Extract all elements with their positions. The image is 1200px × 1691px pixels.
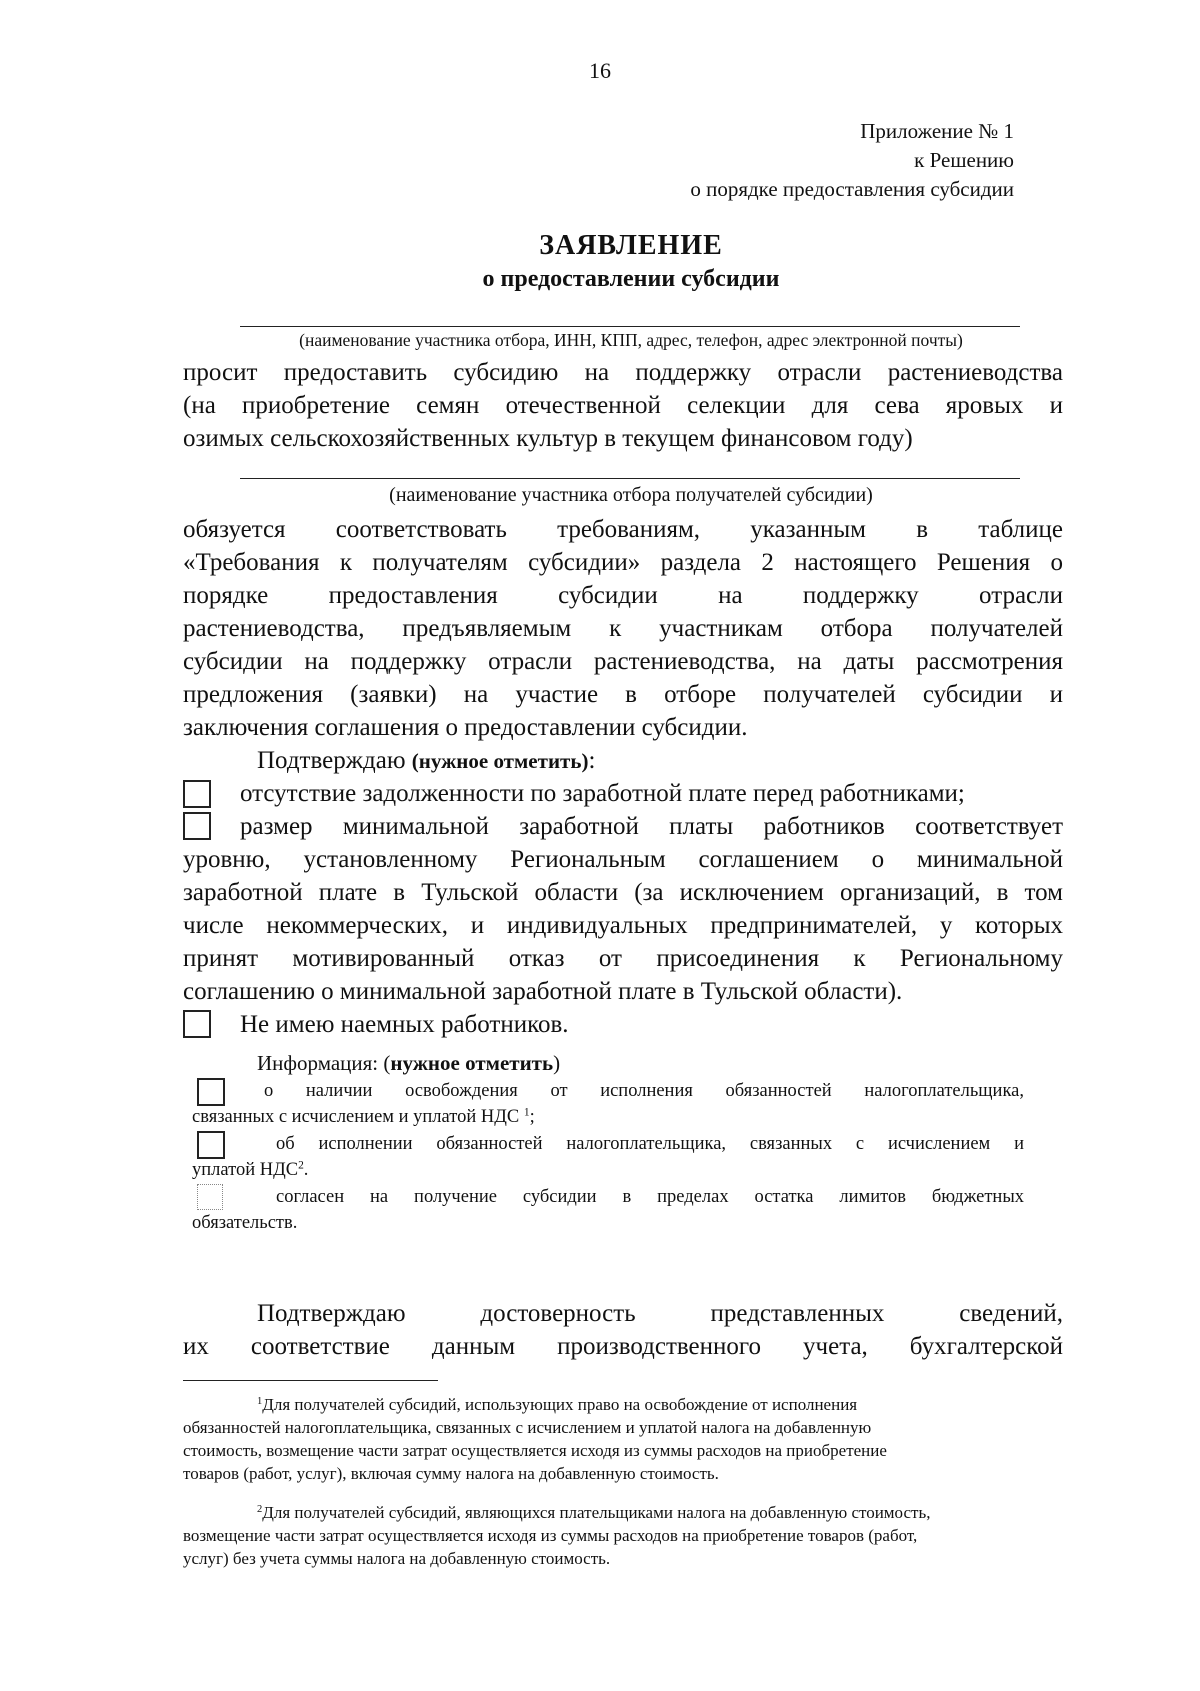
footnote-text: товаров (работ, услуг), включая сумму налога на добавленную стоимость. bbox=[183, 1464, 719, 1483]
document-subtitle: о предоставлении субсидии bbox=[482, 266, 780, 292]
request-line: просит предоставить субсидию на поддержку отрасли растениеводства bbox=[183, 359, 1063, 386]
footnote-text: услуг) без учета суммы налога на добавленную стоимость. bbox=[183, 1549, 611, 1568]
applicant-caption: (наименование участника отбора, ИНН, КПП, адрес, телефон, адрес электронной почты) bbox=[299, 330, 963, 350]
appendix-line: Приложение № 1 bbox=[860, 119, 1014, 143]
vat-obligation-checkbox[interactable] bbox=[197, 1131, 225, 1159]
obligation-line: предложения (заявки) на участие в отборе получателей субсидии и bbox=[183, 681, 1063, 708]
vat-exemption-checkbox[interactable] bbox=[197, 1078, 225, 1106]
min-wage-line: числе некоммерческих, и индивидуальных предпринимателей, у которых bbox=[183, 912, 1063, 939]
vat-obligation-line bbox=[192, 1157, 308, 1183]
confirm-note: (нужное отметить) bbox=[411, 749, 589, 773]
request-line: озимых сельскохозяйственных культур в текущем финансовом году) bbox=[183, 425, 913, 452]
footnote-mark: 1 bbox=[257, 1396, 263, 1408]
info-heading bbox=[257, 1050, 560, 1076]
footnote-text: обязанностей налогоплательщика, связанных с исчислением и уплатой налога на добавленную bbox=[183, 1418, 872, 1437]
footnote-text: возмещение части затрат осуществляется исходя из суммы расходов на приобретение товаров (работ, bbox=[183, 1526, 918, 1545]
obligation-line: субсидии на поддержку отрасли растениеводства, на даты рассмотрения bbox=[183, 648, 1063, 675]
confirm-lead: Подтверждаю bbox=[257, 747, 406, 774]
vat-exemption-end: ; bbox=[529, 1107, 535, 1127]
no-debt-label: отсутствие задолженности по заработной плате перед работниками; bbox=[240, 780, 965, 807]
vat-exemption-line bbox=[192, 1104, 535, 1130]
participant-blank-line bbox=[240, 478, 1020, 479]
vat-obligation-end: . bbox=[303, 1160, 309, 1180]
appendix-line: о порядке предоставления субсидии bbox=[690, 177, 1014, 201]
min-wage-line: заработной плате в Тульской области (за исключением организаций, в том bbox=[183, 879, 1063, 906]
footnote-separator bbox=[183, 1380, 438, 1381]
min-wage-checkbox[interactable] bbox=[183, 812, 211, 840]
no-debt-checkbox[interactable] bbox=[183, 780, 211, 808]
participant-caption: (наименование участника отбора получателей субсидии) bbox=[389, 484, 873, 506]
appendix-line: к Решению bbox=[914, 148, 1014, 172]
obligation-line: обязуется соответствовать требованиям, указанным в таблице bbox=[183, 516, 1063, 543]
closing-line: Подтверждаю достоверность представленных сведений, bbox=[257, 1300, 1063, 1327]
footnote-2 bbox=[183, 1501, 1063, 1570]
footnote-text: Для получателей субсидий, являющихся плательщиками налога на добавленную стоимость, bbox=[262, 1503, 931, 1522]
min-wage-line: принят мотивированный отказ от присоединения к Региональному bbox=[183, 945, 1063, 972]
no-employees-checkbox[interactable] bbox=[183, 1010, 211, 1038]
footnote-mark: 2 bbox=[257, 1504, 263, 1516]
obligation-line: заключения соглашения о предоставлении субсидии. bbox=[183, 714, 748, 741]
vat-obligation-label: об исполнении обязанностей налогоплательщика, связанных с исчислением и bbox=[276, 1134, 1024, 1154]
footnote-text: Для получателей субсидий, использующих право на освобождение от исполнения bbox=[262, 1395, 858, 1414]
document-title: ЗАЯВЛЕНИЕ bbox=[539, 230, 723, 261]
limits-consent-line: обязательств. bbox=[192, 1213, 298, 1233]
vat-exemption-text: связанных с исчислением и уплатой НДС bbox=[192, 1107, 524, 1127]
applicant-blank-line bbox=[240, 326, 1020, 327]
appendix-reference bbox=[690, 117, 1014, 204]
limits-consent-label: согласен на получение субсидии в пределах остатка лимитов бюджетных bbox=[276, 1187, 1024, 1207]
info-lead: Информация: ( bbox=[257, 1051, 391, 1075]
vat-exemption-label: о наличии освобождения от исполнения обязанностей налогоплательщика, bbox=[264, 1081, 1024, 1101]
limits-consent-checkbox[interactable] bbox=[197, 1184, 223, 1210]
no-employees-label: Не имею наемных работников. bbox=[240, 1011, 569, 1038]
closing-line: их соответствие данным производственного учета, бухгалтерской bbox=[183, 1333, 1063, 1360]
footnote-ref: 2 bbox=[298, 1159, 304, 1172]
obligation-line: порядке предоставления субсидии на поддержку отрасли bbox=[183, 582, 1063, 609]
obligation-line: «Требования к получателям субсидии» раздела 2 настоящего Решения о bbox=[183, 549, 1063, 576]
confirm-heading bbox=[257, 744, 595, 778]
request-line: (на приобретение семян отечественной селекции для сева яровых и bbox=[183, 392, 1063, 419]
min-wage-line: уровню, установленному Региональным соглашением о минимальной bbox=[183, 846, 1063, 873]
footnote-text: стоимость, возмещение части затрат осуществляется исходя из суммы расходов на приобретение bbox=[183, 1441, 887, 1460]
min-wage-label: размер минимальной заработной платы работников соответствует bbox=[240, 813, 1063, 840]
footnote-1 bbox=[183, 1393, 1063, 1485]
obligation-line: растениеводства, предъявляемым к участникам отбора получателей bbox=[183, 615, 1063, 642]
info-note: нужное отметить bbox=[390, 1051, 554, 1075]
min-wage-line: соглашению о минимальной заработной плате в Тульской области). bbox=[183, 978, 903, 1005]
footnote-ref: 1 bbox=[523, 1106, 530, 1119]
confirm-colon: : bbox=[588, 747, 596, 774]
page-number: 16 bbox=[589, 58, 611, 83]
info-close: ) bbox=[553, 1051, 561, 1075]
vat-obligation-text: уплатой НДС bbox=[192, 1160, 299, 1180]
